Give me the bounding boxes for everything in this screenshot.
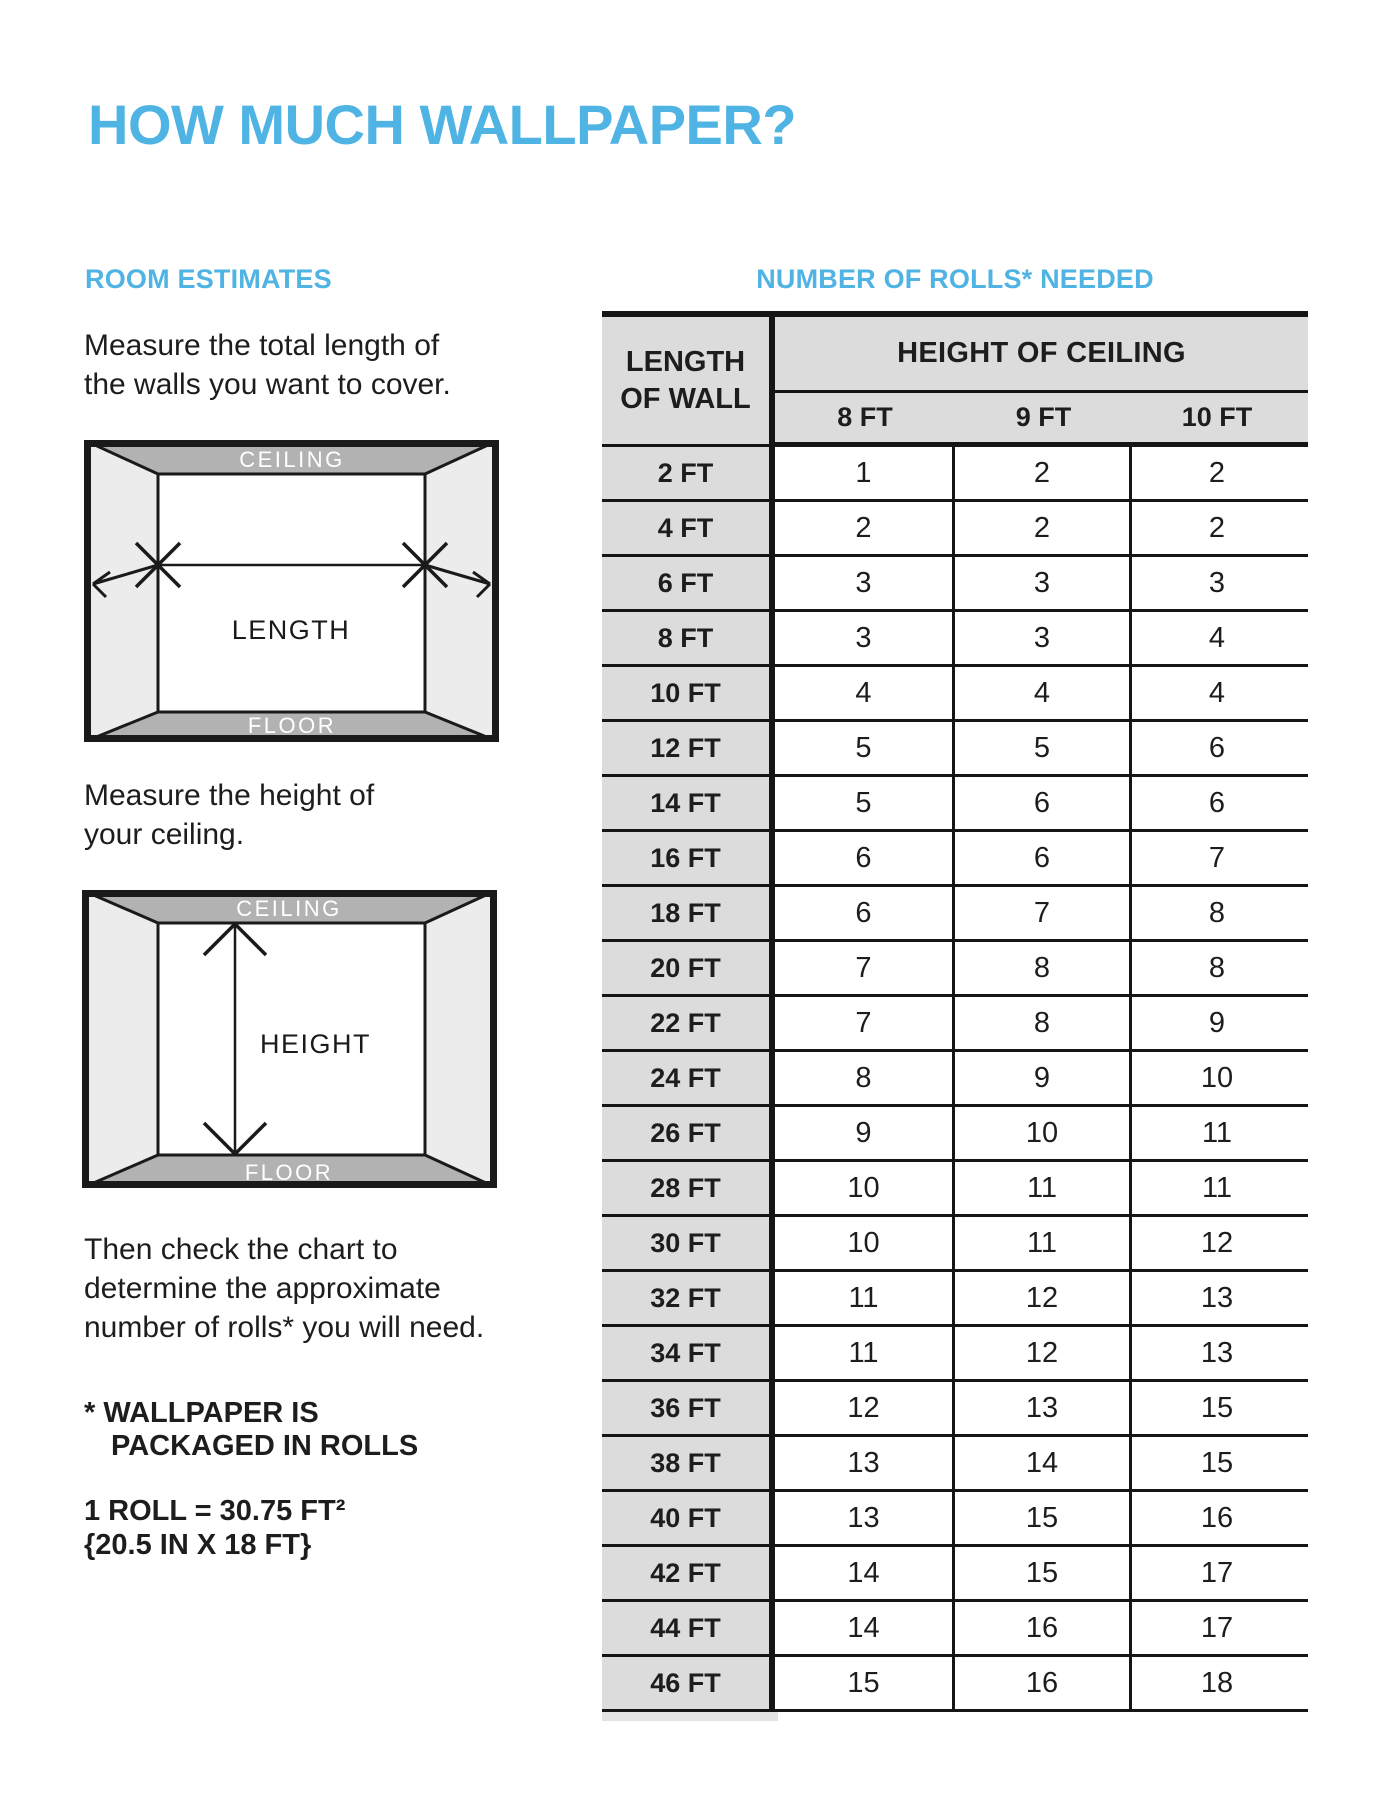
rolls-value-cell: 2 [955,447,1132,499]
row-length-label: 8 FT [602,612,775,664]
table-row [602,502,1308,557]
rolls-value-cell: 7 [1208,841,1226,874]
row-length-label: 10 FT [602,667,775,719]
rolls-value-cell: 6 [775,832,955,884]
row-length-label: 44 FT [602,1602,775,1654]
rolls-value-cell: 11 [1201,1116,1233,1149]
height-label: HEIGHT [260,1029,372,1059]
rolls-value-cell: 4 [955,667,1132,719]
rolls-value-cell: 15 [775,1657,955,1709]
table-row [602,997,1308,1052]
rolls-value-cell: 6 [955,832,1132,884]
table-footer-strip [602,1712,778,1721]
rolls-value-cell: 7 [955,887,1132,939]
rolls-value-cell: 13 [1200,1336,1234,1369]
measure-length-paragraph [84,326,451,404]
rolls-value-cell: 10 [775,1162,955,1214]
table-row [602,667,1308,722]
table-row [602,777,1308,832]
roll-size-line: 1 ROLL = 30.75 FT² [84,1495,346,1527]
rolls-value-cell: 16 [1200,1501,1234,1534]
rolls-value-cell: 5 [955,722,1132,774]
paragraph-line: your ceiling. [84,818,245,851]
rolls-value-cell: 9 [955,1052,1132,1104]
left-wall [84,440,158,742]
table-row [602,447,1308,502]
table-row [602,1327,1308,1382]
floor-label: FLOOR [244,1160,334,1185]
rolls-value-cell: 8 [955,997,1132,1049]
roll-size-info [84,1494,345,1562]
row-length-label: 12 FT [602,722,775,774]
row-length-label: 30 FT [602,1217,775,1269]
rolls-value-cell: 2 [1208,511,1226,544]
rolls-value-cell: 11 [1201,1171,1233,1204]
rolls-value-cell: 13 [955,1382,1132,1434]
rolls-value-cell: 2 [955,502,1132,554]
floor-label: FLOOR [247,713,337,738]
table-row [602,832,1308,887]
row-length-label: 46 FT [602,1657,775,1709]
rolls-value-cell: 4 [775,667,955,719]
rolls-value-cell: 15 [955,1547,1132,1599]
table-row [602,1272,1308,1327]
row-length-label: 32 FT [602,1272,775,1324]
rolls-value-cell: 10 [1200,1061,1234,1094]
table-row [602,722,1308,777]
rolls-value-cell: 8 [955,942,1132,994]
left-wall [82,890,158,1188]
rolls-value-cell: 8 [1208,951,1226,984]
col-header-9ft: 9 FT [1015,402,1072,432]
rolls-value-cell: 11 [955,1162,1132,1214]
table-row [602,887,1308,942]
rolls-value-cell: 3 [775,612,955,664]
rolls-value-cell: 13 [775,1492,955,1544]
rolls-value-cell: 6 [1208,786,1226,819]
page-title: HOW MUCH WALLPAPER? [88,93,797,156]
rolls-value-cell: 6 [955,777,1132,829]
table-row [602,942,1308,997]
rolls-value-cell: 7 [775,942,955,994]
rolls-value-cell: 9 [1208,1006,1226,1039]
row-length-label: 24 FT [602,1052,775,1104]
row-length-label: 2 FT [602,447,775,499]
paragraph-line: determine the approximate [84,1272,441,1305]
rolls-value-cell: 16 [955,1602,1132,1654]
table-row [602,1492,1308,1547]
row-length-label: 6 FT [602,557,775,609]
row-length-label: 38 FT [602,1437,775,1489]
paragraph-line: Then check the chart to [84,1233,398,1266]
rolls-value-cell: 2 [775,502,955,554]
length-of-wall-header [602,317,775,447]
rolls-value-cell: 12 [1200,1226,1234,1259]
wallpaper-rolls-note [84,1397,418,1463]
ceiling-label: CEILING [239,447,345,472]
row-length-label: 14 FT [602,777,775,829]
rolls-value-cell: 12 [775,1382,955,1434]
length-room-diagram [84,440,499,742]
rolls-value-cell: 8 [775,1052,955,1104]
rolls-value-cell: 14 [775,1547,955,1599]
length-label: LENGTH [231,615,351,645]
row-length-label: 26 FT [602,1107,775,1159]
rolls-value-cell: 10 [775,1217,955,1269]
rolls-value-cell: 4 [1208,621,1226,654]
row-length-label: 34 FT [602,1327,775,1379]
row-length-label: 36 FT [602,1382,775,1434]
check-chart-paragraph [84,1230,484,1347]
note-line: PACKAGED IN ROLLS [111,1430,419,1462]
ceiling-label: CEILING [236,896,342,921]
rolls-value-cell: 17 [1200,1611,1234,1644]
rolls-value-cell: 3 [775,557,955,609]
table-row [602,557,1308,612]
rolls-value-cell: 18 [1200,1666,1234,1699]
table-row [602,1052,1308,1107]
rolls-value-cell: 6 [775,887,955,939]
col-header-10ft: 10 FT [1181,402,1253,432]
roll-size-line: {20.5 IN X 18 FT} [84,1529,312,1561]
table-row [602,1382,1308,1437]
height-room-diagram [82,890,497,1188]
ceiling-subheader-row [775,393,1308,447]
table-body [602,447,1308,1712]
rolls-value-cell: 1 [775,447,955,499]
back-wall [158,474,425,712]
row-length-label: 20 FT [602,942,775,994]
paragraph-line: Measure the height of [84,779,375,812]
rolls-value-cell: 17 [1200,1556,1234,1589]
rolls-value-cell: 3 [1208,566,1226,599]
rolls-value-cell: 5 [775,777,955,829]
rolls-value-cell: 14 [955,1437,1132,1489]
table-row [602,1162,1308,1217]
rolls-value-cell: 11 [775,1272,955,1324]
table-header [602,317,1308,447]
row-length-label: 4 FT [602,502,775,554]
rolls-value-cell: 15 [1200,1446,1234,1479]
rolls-needed-heading: NUMBER OF ROLLS* NEEDED [756,264,1154,294]
rolls-table [602,311,1308,1721]
note-line: * WALLPAPER IS [84,1397,319,1429]
row-length-label: 22 FT [602,997,775,1049]
ceiling-header-group [775,317,1308,447]
length-of-wall-line: LENGTH [625,345,746,378]
rolls-value-cell: 6 [1208,731,1226,764]
rolls-value-cell: 12 [955,1327,1132,1379]
rolls-value-cell: 7 [775,997,955,1049]
row-length-label: 28 FT [602,1162,775,1214]
height-of-ceiling-header: HEIGHT OF CEILING [775,317,1308,393]
row-length-label: 42 FT [602,1547,775,1599]
row-length-label: 18 FT [602,887,775,939]
table-row [602,1217,1308,1272]
rolls-value-cell: 10 [955,1107,1132,1159]
rolls-value-cell: 13 [1200,1281,1234,1314]
rolls-value-cell: 11 [775,1327,955,1379]
table-row [602,1107,1308,1162]
rolls-value-cell: 15 [955,1492,1132,1544]
table-row [602,612,1308,667]
col-header-8ft: 8 FT [837,402,893,432]
rolls-value-cell: 16 [955,1657,1132,1709]
room-estimates-heading: ROOM ESTIMATES [85,264,332,294]
rolls-value-cell: 14 [775,1602,955,1654]
rolls-value-cell: 5 [775,722,955,774]
row-length-label: 40 FT [602,1492,775,1544]
rolls-value-cell: 9 [775,1107,955,1159]
row-length-label: 16 FT [602,832,775,884]
rolls-value-cell: 12 [955,1272,1132,1324]
rolls-value-cell: 2 [1208,456,1226,489]
rolls-value-cell: 11 [955,1217,1132,1269]
rolls-value-cell: 4 [1208,676,1226,709]
measure-height-paragraph [84,776,374,854]
paragraph-line: the walls you want to cover. [84,368,451,401]
rolls-value-cell: 3 [955,612,1132,664]
table-row [602,1602,1308,1657]
right-wall [425,890,497,1188]
length-of-wall-line: OF WALL [620,382,751,415]
table-row [602,1657,1308,1712]
rolls-value-cell: 13 [775,1437,955,1489]
rolls-value-cell: 8 [1208,896,1226,929]
right-wall [425,440,499,742]
table-row [602,1437,1308,1492]
paragraph-line: number of rolls* you will need. [84,1311,485,1344]
table-row [602,1547,1308,1602]
rolls-value-cell: 3 [955,557,1132,609]
rolls-value-cell: 15 [1200,1391,1234,1424]
paragraph-line: Measure the total length of [84,329,440,362]
